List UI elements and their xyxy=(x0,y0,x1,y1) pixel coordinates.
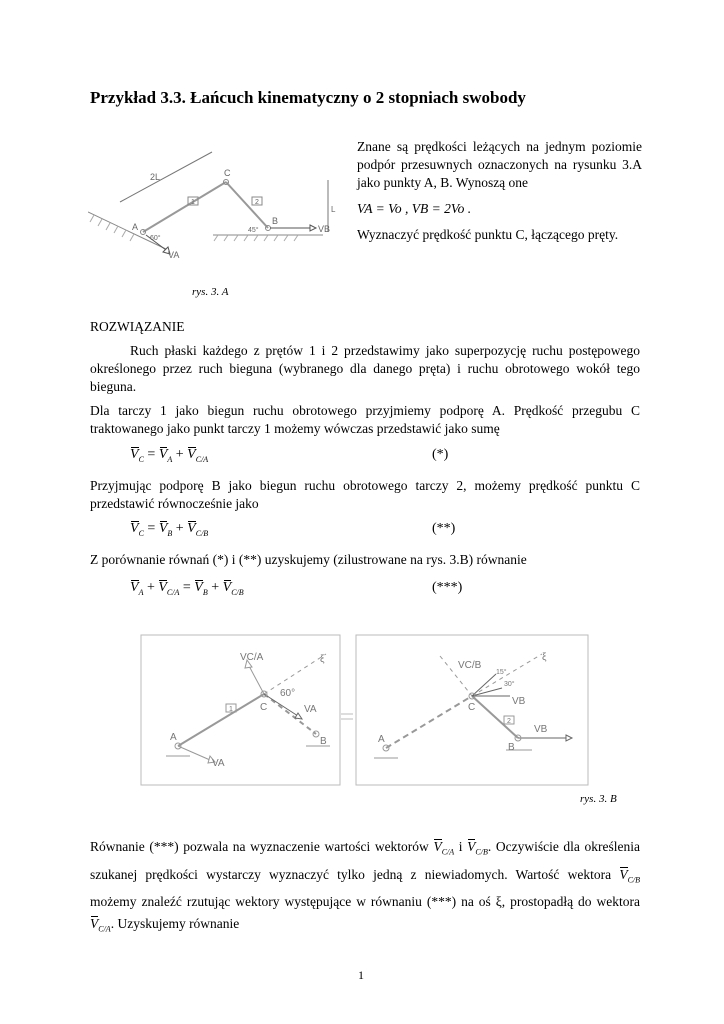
intro-text xyxy=(357,138,642,244)
svg-text:60°: 60° xyxy=(150,235,161,242)
page-title: Przykład 3.3. Łańcuch kinematyczny o 2 stopniach swobody xyxy=(90,88,526,107)
svg-text:VC/A: VC/A xyxy=(240,652,264,663)
paragraph-2: Dla tarczy 1 jako biegun ruchu obrotowego przyjmiemy podporę A. Prędkość przegubu C traktowanego jako punkt tarczy 1 możemy wówczas przedstawić jako sumę xyxy=(90,403,640,436)
equation-2-tag: (**) xyxy=(432,521,456,536)
equation-2: $V_C = V_B + V_{C/B}$ xyxy=(130,521,209,538)
svg-text:VC/B: VC/B xyxy=(458,660,482,671)
svg-text:2L: 2L xyxy=(150,172,161,182)
svg-text:C: C xyxy=(224,168,231,178)
paragraph-3: Przyjmując podporę B jako biegun ruchu obrotowego tarczy 2, możemy prędkość punktu C przedstawić równocześnie jako xyxy=(90,478,640,511)
svg-text:2: 2 xyxy=(507,718,511,725)
figure-3a-caption: rys. 3. A xyxy=(192,286,229,298)
intro-paragraph: Znane są prędkości leżących na jednym poziomie podpór przesuwnych oznaczonych na rysunku 3.A jako punkty A, B. Wynoszą one xyxy=(357,139,642,190)
svg-text:C: C xyxy=(468,702,476,713)
svg-text:C: C xyxy=(260,702,268,713)
page-number: 1 xyxy=(358,968,364,982)
svg-text:VB: VB xyxy=(318,224,331,234)
svg-text:A: A xyxy=(132,222,139,232)
svg-text:30°: 30° xyxy=(504,681,515,688)
solution-heading: ROZWIĄZANIE xyxy=(90,319,185,334)
svg-text:2: 2 xyxy=(255,199,259,206)
svg-text:A: A xyxy=(170,732,177,743)
svg-text:VA: VA xyxy=(212,758,225,769)
svg-text:VB: VB xyxy=(512,696,526,707)
svg-text:45°: 45° xyxy=(248,227,259,234)
svg-text:ξ: ξ xyxy=(542,652,547,663)
svg-text:15°: 15° xyxy=(496,669,507,676)
paragraph-1: Ruch płaski każdego z prętów 1 i 2 przedstawimy jako superpozycję ruchu postępowego określonego przez ruch bieguna (wybranego dla danego pręta) i ruchu obrotowego wokół tego bieguna. xyxy=(90,343,640,394)
equation-1-tag: (*) xyxy=(432,447,449,462)
svg-text:60°: 60° xyxy=(280,688,296,699)
paragraph-5: Równanie (***) pozwala na wyznaczenie wartości wektorów $V_{C/A}$ i $V_{C/B}$. Oczywiście dla określenia szukanej prędkości wystarczy wyznaczyć tylko jedną z niewiadomych. Wartość wektora $V_{C/B}$ możemy znaleźć rzutując wektory występujące w równaniu (***) na oś ξ, prostopadłą do wektora $V_{C/A}$. Uzyskujemy równanie xyxy=(90,839,641,935)
svg-text:VB: VB xyxy=(534,724,548,735)
svg-text:B: B xyxy=(272,216,279,226)
svg-text:A: A xyxy=(378,734,385,745)
svg-text:1: 1 xyxy=(191,199,195,206)
figure-3b xyxy=(140,634,590,794)
svg-text:VA: VA xyxy=(168,250,180,260)
equation-3: $V_A + V_{C/A} = V_B + V_{C/B}$ xyxy=(130,580,244,597)
svg-text:ξ: ξ xyxy=(320,654,325,665)
svg-text:L: L xyxy=(331,205,336,214)
figure-3a xyxy=(88,140,348,270)
intro-question: Wyznaczyć prędkość punktu C, łączącego pręty. xyxy=(357,227,619,242)
figure-3b-caption: rys. 3. B xyxy=(580,793,617,805)
equation-1: $V_C = V_A + V_{C/A}$ xyxy=(130,447,209,464)
svg-text:VA: VA xyxy=(304,704,317,715)
svg-text:B: B xyxy=(508,742,515,753)
intro-equation: VA = Vo , VB = 2Vo . xyxy=(357,201,472,216)
equation-3-tag: (***) xyxy=(432,580,463,595)
svg-text:1: 1 xyxy=(229,706,233,713)
paragraph-4: Z porównanie równań (*) i (**) uzyskujemy (zilustrowane na rys. 3.B) równanie xyxy=(90,552,527,567)
svg-text:B: B xyxy=(320,736,327,747)
